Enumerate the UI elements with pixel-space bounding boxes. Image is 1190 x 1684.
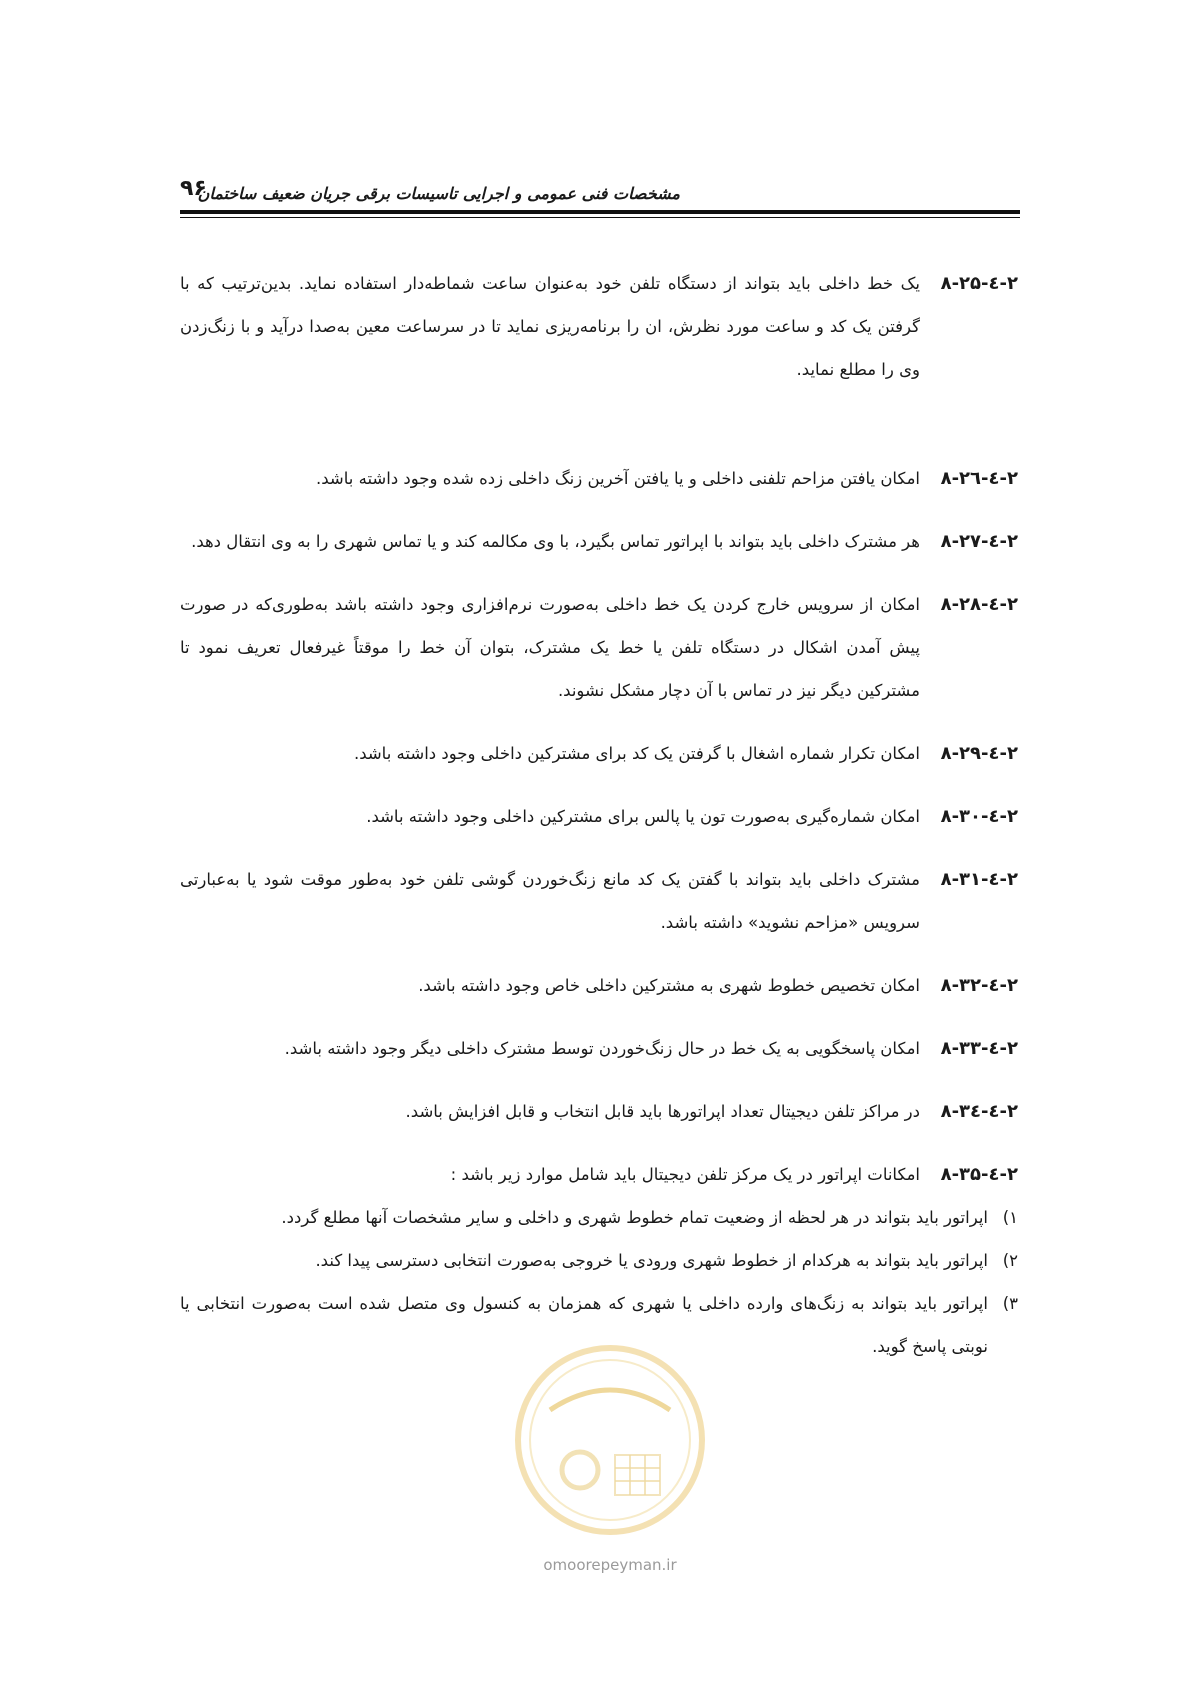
sub-item-marker: ۱): [1002, 1208, 1018, 1227]
clause-text: مشترک داخلی باید بتواند با گفتن یک کد مانع زنگ‌خوردن گوشی تلفن خود به‌طور موقت شود یا به‌عبارتی سرویس «مزاحم نشوید» داشته باشد.: [180, 870, 920, 932]
sub-item-text: اپراتور باید بتواند به هرکدام از خطوط شهری ورودی یا خروجی به‌صورت انتخابی دسترسی پیدا کند.: [315, 1251, 988, 1270]
clause-number: ۲-٤-۸-۳۲: [940, 975, 1018, 996]
clause-item: [180, 1027, 1018, 1070]
clause-number: ۲-٤-۸-۲۹: [940, 743, 1018, 764]
clause-text: هر مشترک داخلی باید بتواند با اپراتور تماس بگیرد، با وی مکالمه کند و یا تماس شهری را به وی انتقال دهد.: [191, 532, 920, 551]
clause-item: [180, 964, 1018, 1007]
sub-item-marker: ۳): [1002, 1294, 1018, 1313]
clause-text: امکانات اپراتور در یک مرکز تلفن دیجیتال باید شامل موارد زیر باشد :: [450, 1165, 920, 1184]
clause-text: یک خط داخلی باید بتواند از دستگاه تلفن خود به‌عنوان ساعت شماطه‌دار استفاده نماید. بدین‌ترتیب که با گرفتن یک کد و ساعت مورد نظرش، ان را برنامه‌ریزی نماید تا در سرساعت معین به‌صدا درآید و با زنگ‌زدن وی را مطلع نماید.: [180, 274, 920, 379]
sub-list-item: [180, 1239, 1018, 1282]
sub-item-marker: ۲): [1002, 1251, 1018, 1270]
clause-text: امکان تکرار شماره اشغال با گرفتن یک کد برای مشترکین داخلی وجود داشته باشد.: [353, 744, 920, 763]
header-rule-thin: [180, 217, 1020, 218]
clause-number: ۲-٤-۸-۳۱: [940, 869, 1018, 890]
clause-item: [180, 732, 1018, 775]
clause-item: [180, 1090, 1018, 1133]
body-content: [180, 262, 1018, 1368]
clause-number: ۲-٤-۸-۲۵: [940, 273, 1018, 294]
clause-item: [180, 795, 1018, 838]
numbered-items: [180, 262, 1018, 1196]
sub-item-text: اپراتور باید بتواند به زنگ‌های وارده داخلی یا شهری که همزمان به کنسول وی متصل شده است به‌صورت انتخابی یا نوبتی پاسخ گوید.: [180, 1294, 988, 1356]
clause-text: امکان تخصیص خطوط شهری به مشترکین داخلی خاص وجود داشته باشد.: [418, 976, 920, 995]
clause-number: ۲-٤-۸-۳۵: [940, 1164, 1018, 1185]
sub-item-text: اپراتور باید بتواند در هر لحظه از وضعیت تمام خطوط شهری و داخلی و سایر مشخصات آنها مطلع گردد.: [281, 1208, 988, 1227]
clause-text: امکان از سرویس خارج کردن یک خط داخلی به‌صورت نرم‌افزاری وجود داشته باشد به‌طوری‌که در صورت پیش آمدن اشکال در دستگاه تلفن یا خط یک مشترک، بتوان آن خط را موقتاً غیرفعال تعریف نمود تا مشترکین دیگر نیز در تماس با آن دچار مشکل نشوند.: [180, 595, 920, 700]
page-number: ۹۶: [180, 176, 207, 201]
clause-number: ۲-٤-۸-۲۷: [940, 531, 1018, 552]
watermark-site: omoorepeyman.ir: [543, 1556, 677, 1574]
clause-text: امکان یافتن مزاحم تلفنی داخلی و یا یافتن آخرین زنگ داخلی زده شده وجود داشته باشد.: [316, 469, 920, 488]
clause-text: در مراکز تلفن دیجیتال تعداد اپراتورها باید قابل انتخاب و قابل افزایش باشد.: [405, 1102, 920, 1121]
clause-number: ۲-٤-۸-۲٦: [940, 468, 1018, 489]
clause-item: [180, 583, 1018, 712]
page-header: [180, 170, 1020, 210]
sub-list-item: [180, 1196, 1018, 1239]
clause-number: ۲-٤-۸-۳۰: [940, 806, 1018, 827]
clause-item: [180, 457, 1018, 500]
clause-item: [180, 858, 1018, 944]
clause-number: ۲-٤-۸-۳۳: [940, 1038, 1018, 1059]
running-title: مشخصات فنی عمومی و اجرایی تاسیسات برقی جریان ضعیف ساختمان: [197, 184, 680, 203]
clause-number: ۲-٤-۸-۲۸: [940, 594, 1018, 615]
clause-text: امکان شماره‌گیری به‌صورت تون یا پالس برای مشترکین داخلی وجود داشته باشد.: [366, 807, 920, 826]
header-rule-thick: [180, 210, 1020, 214]
clause-item: [180, 520, 1018, 563]
watermark-logo-icon: [510, 1340, 710, 1540]
clause-text: امکان پاسخگویی به یک خط در حال زنگ‌خوردن توسط مشترک داخلی دیگر وجود داشته باشد.: [284, 1039, 920, 1058]
clause-item: [180, 1153, 1018, 1196]
clause-item: [180, 262, 1018, 391]
clause-number: ۲-٤-۸-۳٤: [940, 1101, 1018, 1122]
